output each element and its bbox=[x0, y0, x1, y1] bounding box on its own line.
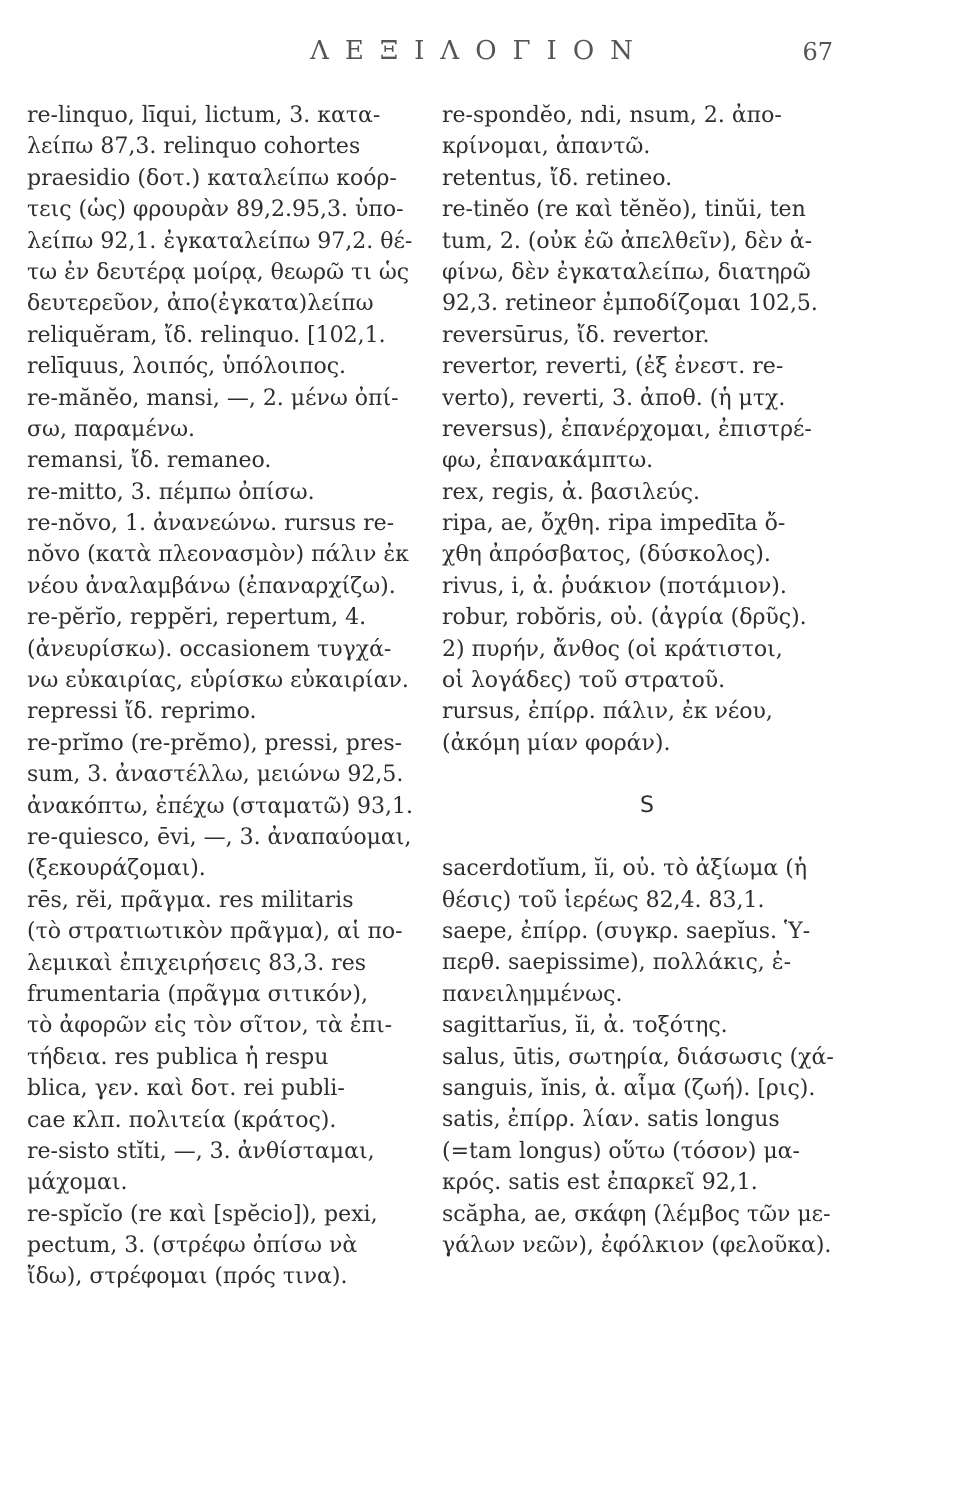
entry-line: λείπω 92,1. ἐγκαταλείπω 97,2. θέ- bbox=[27, 228, 413, 254]
entry-line: rēs, rĕi, πρᾶγμα. res militaris bbox=[27, 887, 354, 913]
section-letter-heading: S bbox=[640, 793, 654, 819]
entry-line: κρίνομαι, ἀπαντῶ. bbox=[442, 134, 651, 160]
entry-line: re-mănĕo, mansi, —, 2. μένω ὀπί- bbox=[27, 385, 399, 411]
entry-line: re-tinĕo (re καὶ tĕnĕo), tinŭi, ten bbox=[442, 197, 806, 223]
entry-line: sanguis, ĭnis, ἀ. αἷμα (ζωή). [ρις). bbox=[442, 1075, 816, 1101]
entry-line: γάλων νεῶν), ἐφόλκιον (φελοῦκα). bbox=[442, 1232, 832, 1258]
entry-line: sagittarĭus, ĭi, ἀ. τοξότης. bbox=[442, 1013, 728, 1039]
entry-line: rivus, i, ἀ. ῥυάκιον (ποτάμιον). bbox=[442, 573, 787, 599]
entry-line: re-pĕrĭo, reppĕri, repertum, 4. bbox=[27, 605, 367, 631]
right-column bbox=[442, 100, 852, 1261]
entry-line: τω ἐν δευτέρᾳ μοίρᾳ, θεωρῶ τι ὡς bbox=[27, 259, 410, 285]
entry-line: revertor, reverti, (ἐξ ἐνεστ. re- bbox=[442, 354, 784, 380]
entry-line: φω, ἐπανακάμπτω. bbox=[442, 448, 654, 474]
entry-line: κρός. satis est ἐπαρκεῖ 92,1. bbox=[442, 1170, 758, 1196]
entry-line: scăpha, ae, σκάφη (λέμβος τῶν με- bbox=[442, 1201, 831, 1227]
entry-line: re-spondĕo, ndi, nsum, 2. ἀπο- bbox=[442, 103, 782, 128]
entry-line: repressi ἴδ. reprimo. bbox=[27, 699, 257, 725]
entry-line: cae κλπ. πολιτεία (κράτος). bbox=[27, 1107, 337, 1133]
entry-line: pectum, 3. (στρέφω ὀπίσω νὰ bbox=[27, 1233, 358, 1259]
entry-line: χθη ἀπρόσβατος, (δύσκολος). bbox=[442, 542, 771, 568]
entry-line: satis, ἐπίρρ. λίαν. satis longus bbox=[442, 1107, 780, 1133]
entry-line: (ξεκουράζομαι). bbox=[27, 856, 206, 882]
entry-line: τεις (ὡς) φρουρὰν 89,2.95,3. ὑπο- bbox=[27, 197, 404, 223]
entry-line: ripa, ae, ὄχθη. ripa impedīta ὄ- bbox=[442, 511, 786, 537]
entry-line: ἴδω), στρέφομαι (πρός τινα). bbox=[27, 1264, 348, 1290]
entry-line: νω εὐκαιρίας, εὑρίσκω εὐκαιρίαν. bbox=[27, 668, 409, 694]
entry-line: φίνω, δὲν ἐγκαταλείπω, διατηρῶ bbox=[442, 259, 811, 285]
entry-line: (=tam longus) οὕτω (τόσον) μα- bbox=[442, 1138, 800, 1164]
entry-line: sum, 3. ἀναστέλλω, μειώνω 92,5. bbox=[27, 762, 404, 788]
entry-line: praesidio (δοτ.) καταλείπω κοόρ- bbox=[27, 165, 397, 191]
entry-line: nŏvo (κατὰ πλεονασμὸν) πάλιν ἐκ bbox=[27, 542, 409, 568]
left-column bbox=[27, 100, 447, 1293]
entry-line: remansi, ἴδ. remaneo. bbox=[27, 448, 272, 474]
entry-line: θέσις) τοῦ ἱερέως 82,4. 83,1. bbox=[442, 887, 765, 913]
entry-line: rursus, ἐπίρρ. πάλιν, ἐκ νέου, bbox=[442, 699, 773, 725]
entry-line: reversus), ἐπανέρχομαι, ἐπιστρέ- bbox=[442, 416, 812, 442]
entry-line: salus, ūtis, σωτηρία, διάσωσις (χά- bbox=[442, 1044, 834, 1070]
entry-line: 92,3. retineor ἐμποδίζομαι 102,5. bbox=[442, 291, 818, 317]
entry-line: tum, 2. (οὐκ ἐῶ ἀπελθεῖν), δὲν ἀ- bbox=[442, 228, 813, 254]
entry-line: retentus, ἴδ. retineo. bbox=[442, 165, 673, 191]
entry-line: blica, γεν. καὶ δοτ. rei publi- bbox=[27, 1076, 345, 1102]
entry-line: re-sisto stĭti, —, 3. ἀνθίσταμαι, bbox=[27, 1138, 375, 1164]
entry-line: οἱ λογάδες) τοῦ στρατοῦ. bbox=[442, 668, 726, 694]
entry-line: re-mitto, 3. πέμπω ὀπίσω. bbox=[27, 479, 315, 505]
entry-line: ἀνακόπτω, ἐπέχω (σταματῶ) 93,1. bbox=[27, 793, 414, 819]
entry-line: robur, robŏris, οὐ. (ἀγρία (δρῦς). bbox=[442, 605, 807, 631]
entry-line: reliquĕram, ἴδ. relinquo. [102,1. bbox=[27, 322, 386, 348]
entry-line: re-quiesco, ēvi, —, 3. ἀναπαύομαι, bbox=[27, 824, 412, 850]
entry-line: rex, regis, ἀ. βασιλεύς. bbox=[442, 479, 700, 505]
entry-line: νέου ἀναλαμβάνω (ἐπαναρχίζω). bbox=[27, 573, 396, 599]
entry-line: περθ. saepissime), πολλάκις, ἐ- bbox=[442, 950, 792, 976]
entry-line: (ἀκόμη μίαν φοράν). bbox=[442, 730, 671, 756]
entry-line: λεμικαὶ ἐπιχειρήσεις 83,3. res bbox=[27, 950, 367, 976]
entry-line: frumentaria (πρᾶγμα σιτικόν), bbox=[27, 981, 369, 1007]
entry-line: verto), reverti, 3. ἀποθ. (ἡ μτχ. bbox=[442, 385, 786, 411]
entry-line: saepe, ἐπίρρ. (συγκρ. saepĭus. Ὑ- bbox=[442, 918, 811, 944]
entry-line: σω, παραμένω. bbox=[27, 416, 196, 442]
entry-line: τήδεια. res publica ἡ respu bbox=[27, 1044, 329, 1070]
r-entries bbox=[442, 100, 852, 759]
entry-line: sacerdotĭum, ĭi, οὐ. τὸ ἀξίωμα (ἡ bbox=[442, 856, 808, 882]
entry-line: reversūrus, ἴδ. revertor. bbox=[442, 322, 710, 348]
s-entries bbox=[442, 853, 852, 1261]
entry-line: πανειλημμένως. bbox=[442, 981, 623, 1007]
entry-line: re-linquo, līqui, lictum, 3. κατα- bbox=[27, 103, 381, 128]
page-header-title: ΛΕΞΙΛΟΓΙΟΝ bbox=[310, 36, 649, 66]
entry-line: (ἀνευρίσκω). occasionem τυγχά- bbox=[27, 636, 392, 662]
entry-line: λείπω 87,3. relinquo cohortes bbox=[27, 134, 361, 160]
entry-line: 2) πυρήν, ἄνθος (οἱ κράτιστοι, bbox=[442, 636, 783, 662]
entry-line: relīquus, λοιπός, ὑπόλοιπος. bbox=[27, 354, 347, 380]
entry-line: re-spĭcĭo (re καὶ [spĕcio]), pexi, bbox=[27, 1201, 378, 1227]
entry-line: re-prĭmo (re-prĕmo), pressi, pres- bbox=[27, 730, 403, 756]
page-number: 67 bbox=[802, 38, 833, 66]
entry-line: τὸ ἀφορῶν εἰς τὸν σῖτον, τὰ ἐπι- bbox=[27, 1013, 393, 1039]
entry-line: re-nŏvo, 1. ἀνανεώνω. rursus re- bbox=[27, 511, 395, 537]
entry-line: μάχομαι. bbox=[27, 1170, 128, 1196]
entry-line: (τὸ στρατιωτικὸν πρᾶγμα), αἱ πο- bbox=[27, 919, 403, 945]
entry-line: δευτερεῦον, ἀπο(ἐγκατα)λείπω bbox=[27, 291, 374, 317]
